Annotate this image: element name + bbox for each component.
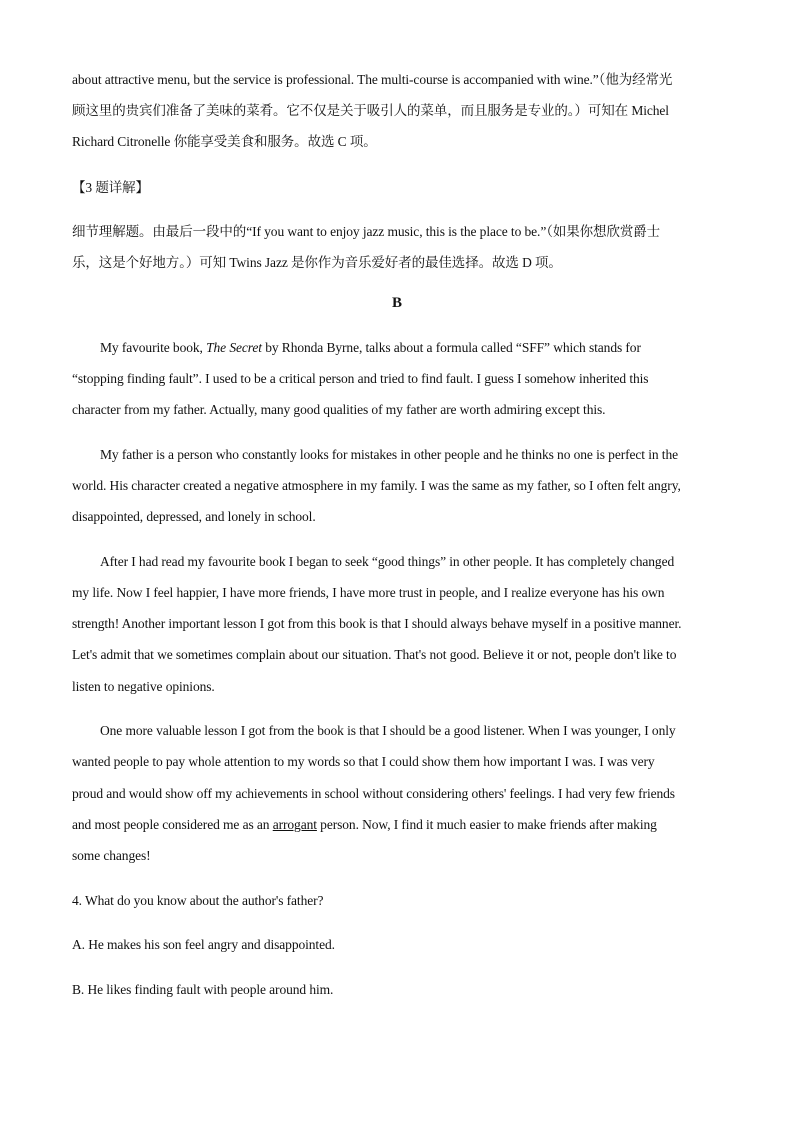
paragraph-3-line-3: strength! Another important lesson I got from this book is that I should always behave myself in a positive manner. xyxy=(72,616,682,631)
explanation-2-line-2: 顾这里的贵宾们准备了美味的菜肴。它不仅是关于吸引人的菜单，而且服务是专业的。）可知在 Michel xyxy=(72,103,669,118)
paragraph-2-line-3: disappointed, depressed, and lonely in school. xyxy=(72,509,316,524)
paragraph-1-line-3: character from my father. Actually, many good qualities of my father are worth admiring except this. xyxy=(72,402,606,417)
paragraph-1-text-b: by Rhonda Byrne, talks about a formula called “SFF” which stands for xyxy=(261,340,641,355)
paragraph-3-line-1: After I had read my favourite book I began to seek “good things” in other people. It has completely changed xyxy=(100,554,675,569)
explanation-3-line-1: 细节理解题。由最后一段中的“If you want to enjoy jazz music, this is the place to be.”（如果你想欣赏爵士 xyxy=(72,224,661,239)
paragraph-4-text-b: person. Now, I find it much easier to make friends after making xyxy=(316,817,657,832)
question-4-stem: 4. What do you know about the author's father? xyxy=(72,893,324,908)
underlined-word: arrogant xyxy=(272,817,317,832)
paragraph-3-line-2: my life. Now I feel happier, I have more friends, I have more trust in people, and I realize everyone has his own xyxy=(72,585,665,600)
paragraph-2-line-1: My father is a person who constantly looks for mistakes in other people and he thinks no one is perfect in the xyxy=(100,447,678,462)
paragraph-4-line-5: some changes! xyxy=(72,848,151,863)
question-3-heading: 【3 题详解】 xyxy=(72,180,149,195)
paragraph-1-line-2: “stopping finding fault”. I used to be a critical person and tried to find fault. I guess I somehow inherited this xyxy=(72,371,649,386)
paragraph-2-line-2: world. His character created a negative atmosphere in my family. I was the same as my father, so I often felt angry, xyxy=(72,478,681,493)
section-title: B xyxy=(391,295,402,311)
explanation-2-line-3: Richard Citronelle 你能享受美食和服务。故选 C 项。 xyxy=(72,134,377,149)
question-4-option-b: B. He likes finding fault with people around him. xyxy=(72,982,334,997)
paragraph-4-line-2: wanted people to pay whole attention to my words so that I could show them how important I was. I was very xyxy=(72,754,655,769)
paragraph-1-line-1 xyxy=(100,340,641,356)
paragraph-4-line-4 xyxy=(72,817,657,833)
paragraph-1-text-a: My favourite book, xyxy=(100,340,207,355)
paragraph-4-line-1: One more valuable lesson I got from the book is that I should be a good listener. When I was younger, I only xyxy=(100,723,676,738)
question-4-option-a: A. He makes his son feel angry and disappointed. xyxy=(72,937,335,952)
paragraph-3-line-5: listen to negative opinions. xyxy=(72,679,215,694)
paragraph-4-text-a: and most people considered me as an xyxy=(72,817,273,832)
paragraph-3-line-4: Let's admit that we sometimes complain about our situation. That's not good. Believe it or not, people don't like to xyxy=(72,647,677,662)
explanation-3-line-2: 乐，这是个好地方。）可知 Twins Jazz 是你作为音乐爱好者的最佳选择。故选 D 项。 xyxy=(72,255,562,270)
paragraph-4-line-3: proud and would show off my achievements in school without considering others' feelings. I had very few friends xyxy=(72,786,675,801)
book-title: The Secret xyxy=(206,340,262,355)
explanation-2-line-1: about attractive menu, but the service is professional. The multi-course is accompanied with wine.”（他为经常光 xyxy=(72,72,673,87)
